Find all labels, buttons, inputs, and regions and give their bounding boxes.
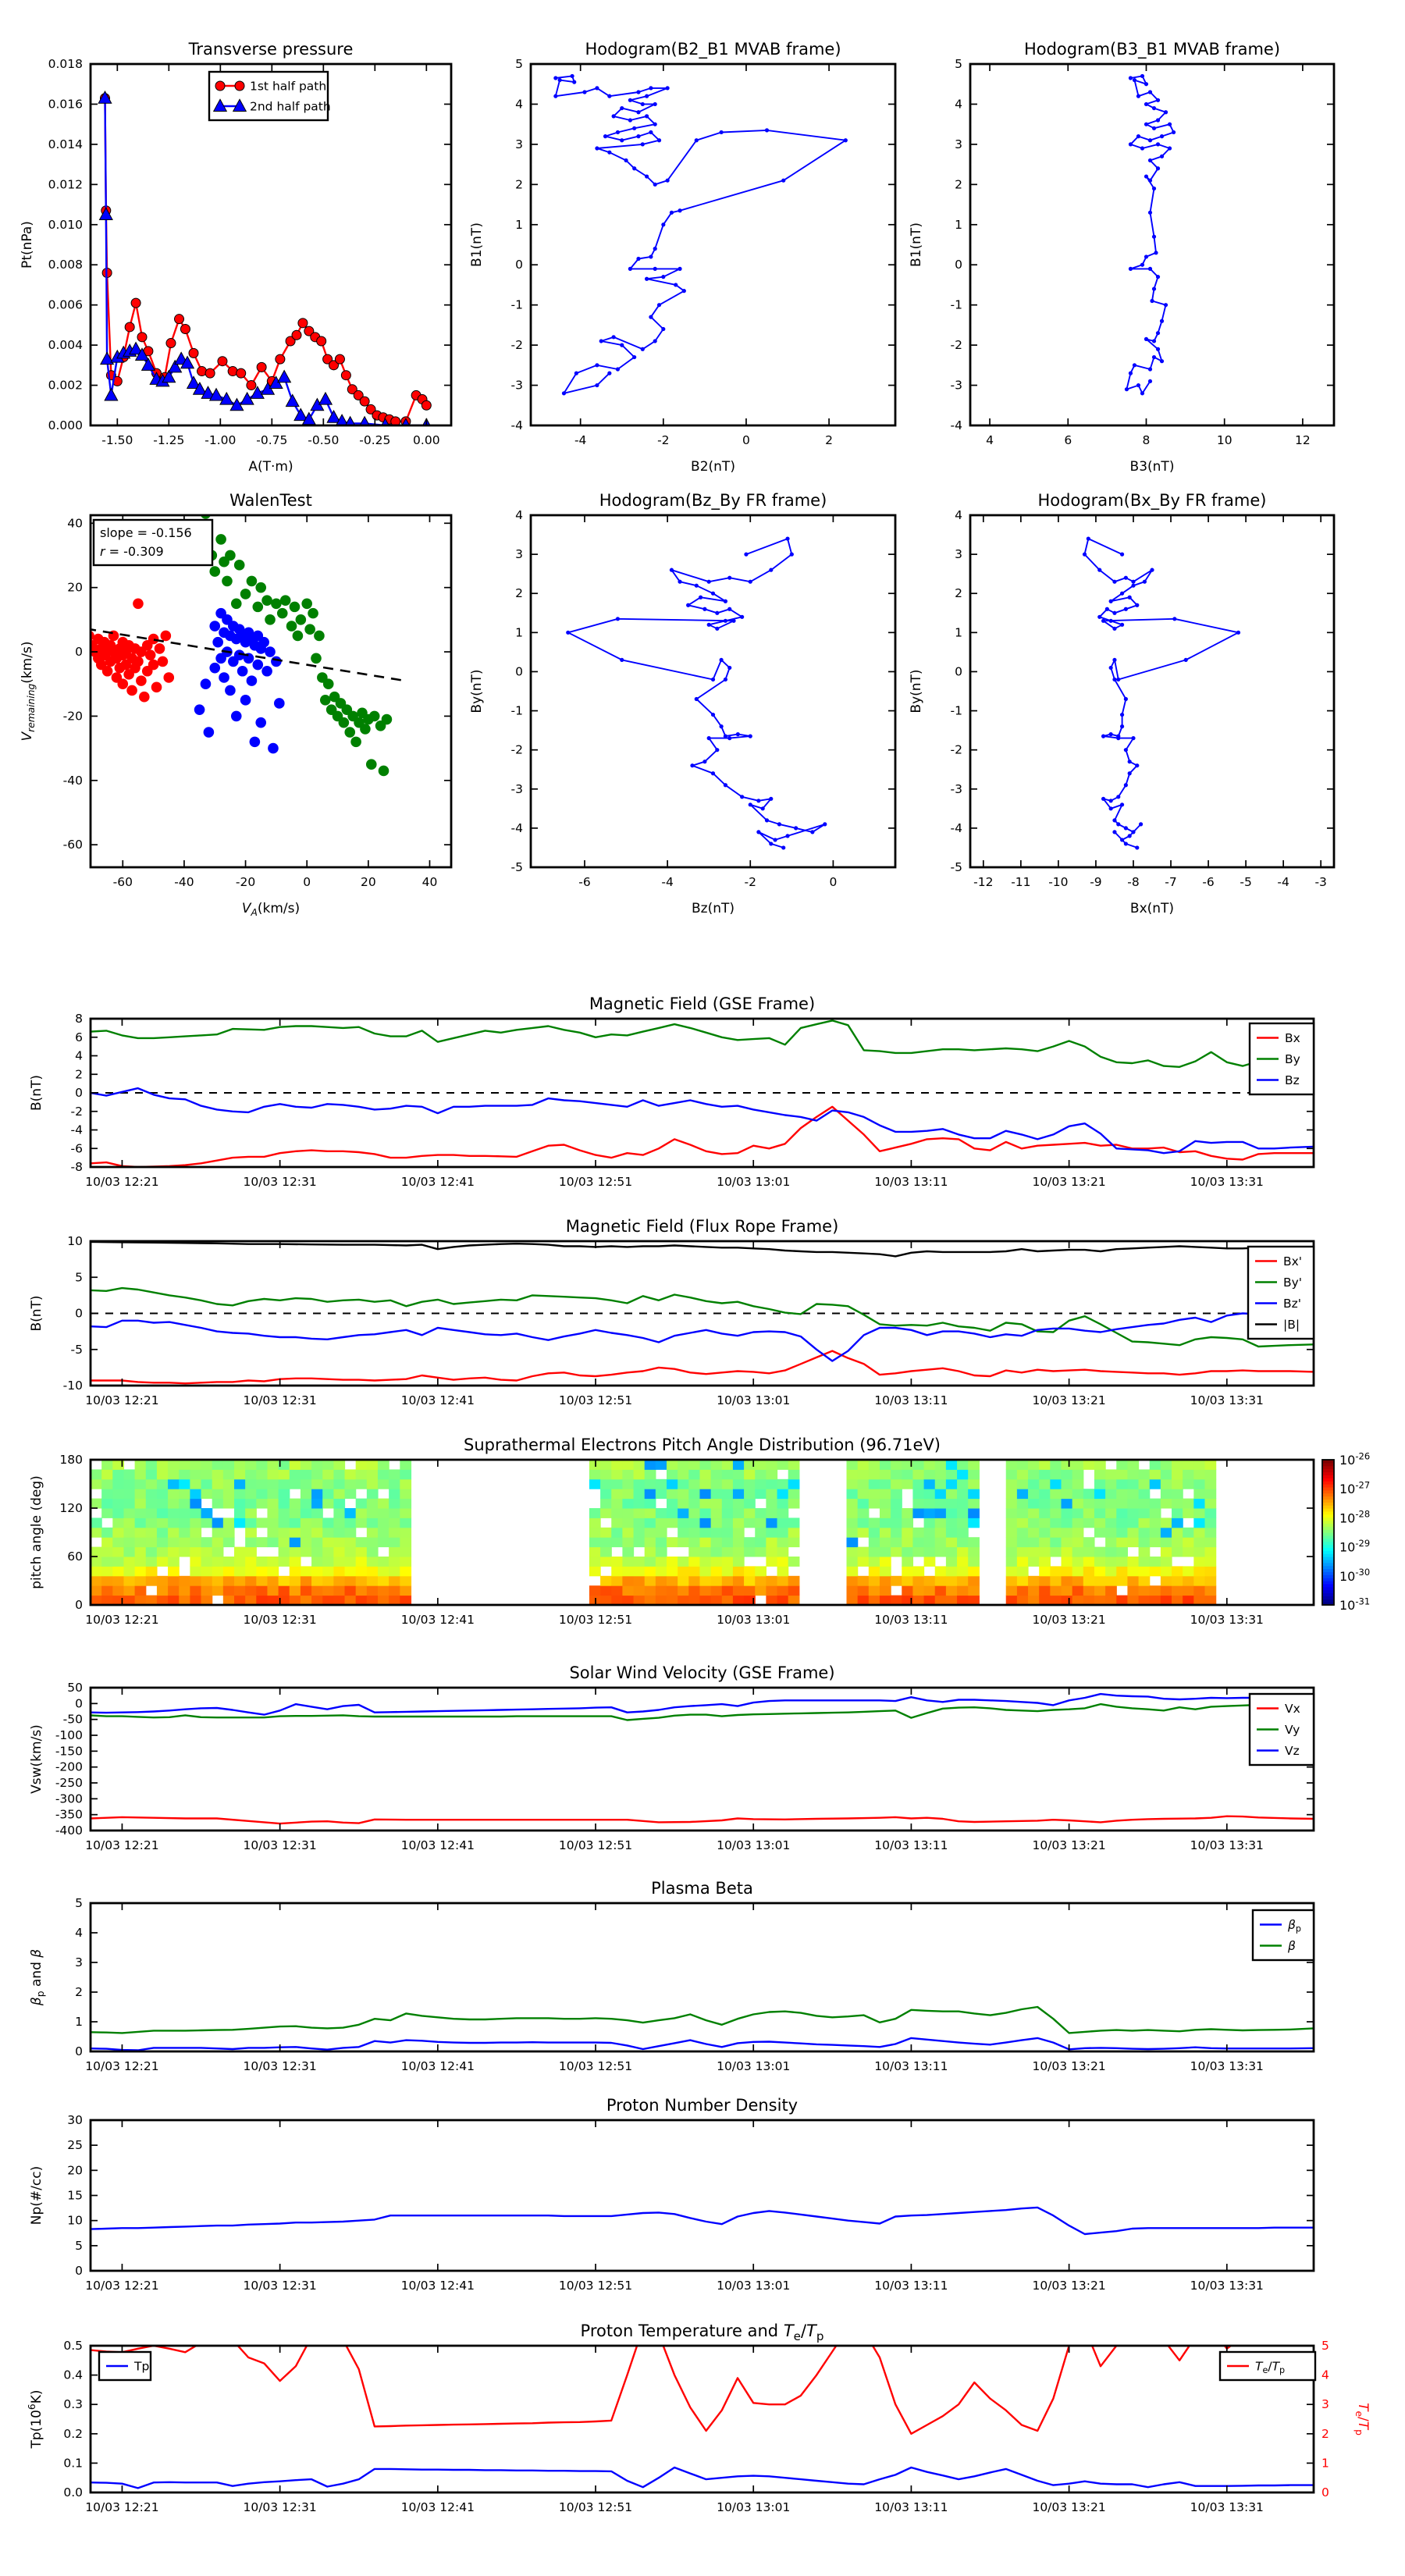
panel-sw (29, 1663, 1314, 1852)
x-tick-label: 10/03 13:01 (717, 1613, 791, 1627)
x-tick-label: 10/03 13:01 (717, 2500, 791, 2514)
panel-h4 (909, 491, 1334, 916)
panel-walen (20, 491, 451, 918)
annotation-line: slope = -0.156 (100, 525, 192, 540)
y-tick-label: 30 (67, 2113, 83, 2127)
y-axis-label: pitch angle (deg) (29, 1475, 44, 1589)
legend-label: Tp (134, 2359, 150, 2374)
x-tick-label: -8 (1127, 875, 1140, 889)
x-tick-label: -2 (744, 875, 756, 889)
x-tick-label: 10 (1216, 433, 1232, 447)
x-axis-label: A(T·m) (248, 459, 293, 475)
x-tick-label: 0 (742, 433, 750, 447)
y-tick-label: 60 (67, 1550, 83, 1564)
y-tick-label: 5 (75, 2238, 83, 2253)
x-tick-label: 10/03 13:21 (1032, 1393, 1106, 1407)
colorbar-tick-label: $10^{-31}$ (1339, 1596, 1371, 1613)
x-tick-label: 0.00 (413, 433, 440, 447)
legend-label: 1st half path (250, 79, 327, 94)
x-tick-label: 10/03 12:31 (243, 1838, 317, 1852)
legend-label: $T_e/T_p$ (1255, 2359, 1286, 2376)
y-tick-label: 8 (75, 1012, 83, 1026)
y-axis-label: $\beta_p$ and β (29, 1948, 47, 2006)
x-tick-label: 10/03 12:21 (85, 2279, 159, 2293)
x-tick-label: 10/03 13:11 (874, 1393, 948, 1407)
y-tick-label: -4 (70, 1123, 83, 1137)
y2-axis-label: $T_e/T_p$ (1353, 2403, 1371, 2435)
x-tick-label: 10/03 12:41 (400, 1175, 475, 1189)
y-tick-label: -1 (950, 297, 962, 312)
panel-title: Transverse pressure (188, 40, 354, 59)
x-tick-label: -4 (574, 433, 587, 447)
y-tick-label: 0.2 (63, 2426, 83, 2441)
x-tick-label: 10/03 13:01 (717, 1393, 791, 1407)
x-axis-label: $V_A(km/s)$ (241, 901, 301, 919)
y-tick-label: -8 (70, 1160, 83, 1174)
y-tick-label: 1 (955, 217, 962, 232)
x-tick-label: 10/03 12:31 (243, 1393, 317, 1407)
x-tick-label: -4 (661, 875, 674, 889)
x-tick-label: 10/03 12:31 (243, 2500, 317, 2514)
x-axis-label: B2(nT) (691, 459, 735, 475)
y2-tick-label: 5 (1321, 2339, 1329, 2353)
x-tick-label: -60 (112, 875, 133, 889)
y-tick-label: 180 (59, 1453, 83, 1467)
y2-tick-label: 0 (1321, 2485, 1329, 2500)
x-tick-label: 10/03 12:31 (243, 1175, 317, 1189)
colorbar (1322, 1450, 1370, 1613)
y-tick-label: 5 (515, 57, 523, 71)
panel-beta (29, 1879, 1314, 2073)
y-tick-label: 2 (955, 586, 962, 601)
y-tick-label: -250 (55, 1776, 83, 1790)
y-tick-label: -2 (950, 338, 962, 353)
y-tick-label: -400 (55, 1823, 83, 1838)
x-tick-label: 10/03 13:31 (1190, 1393, 1264, 1407)
y-tick-label: 2 (75, 1067, 83, 1082)
legend-label: Bz (1285, 1073, 1300, 1087)
x-tick-label: 10/03 12:41 (400, 1393, 475, 1407)
y-axis-label: By(nT) (469, 669, 485, 713)
y-tick-label: -1 (510, 703, 523, 718)
x-tick-label: 10/03 13:31 (1190, 2500, 1264, 2514)
legend-beta (1253, 1910, 1314, 1960)
y-tick-label: -4 (950, 418, 962, 432)
x-tick-label: 10/03 12:51 (558, 2500, 633, 2514)
y-tick-label: 0 (955, 664, 962, 679)
y-tick-label: 20 (67, 2163, 83, 2178)
x-tick-label: -3 (1314, 875, 1327, 889)
y-tick-label: 5 (75, 1270, 83, 1285)
x-tick-label: 10/03 12:21 (85, 1175, 159, 1189)
colorbar-tick-label: $10^{-28}$ (1339, 1508, 1371, 1526)
legend-tp2 (1220, 2352, 1315, 2380)
y-tick-label: 120 (59, 1501, 83, 1515)
panel-gse (29, 994, 1314, 1189)
x-tick-label: -12 (973, 875, 994, 889)
x-tick-label: 10/03 12:51 (558, 1393, 633, 1407)
y-tick-label: 2 (515, 586, 523, 601)
y-tick-label: -2 (70, 1104, 83, 1119)
y-tick-label: 0 (955, 258, 962, 272)
y-axis-label: $V_{remaining}(km/s)$ (20, 641, 37, 742)
y2-tick-label: 2 (1321, 2426, 1329, 2441)
y-tick-label: 4 (515, 97, 523, 112)
x-tick-label: -1.50 (101, 433, 133, 447)
y-tick-label: 0 (75, 1598, 83, 1612)
legend-sw (1250, 1694, 1314, 1765)
x-tick-label: -1.00 (205, 433, 237, 447)
y-tick-label: 5 (75, 1896, 83, 1910)
y-tick-label: 0.4 (63, 2368, 83, 2382)
y-tick-label: 0.3 (63, 2397, 83, 2412)
y-axis-label: $Tp(10^6K)$ (26, 2389, 44, 2449)
y-tick-label: 1 (515, 625, 523, 640)
y-tick-label: 3 (515, 137, 523, 151)
y-tick-label: 4 (955, 508, 962, 522)
x-tick-label: 10/03 12:21 (85, 1613, 159, 1627)
x-tick-label: 10/03 13:31 (1190, 1175, 1264, 1189)
y-tick-label: 0.5 (63, 2339, 83, 2353)
y-tick-label: 0.006 (48, 297, 83, 312)
x-tick-label: 10/03 12:31 (243, 1613, 317, 1627)
x-tick-label: 10/03 12:41 (400, 2059, 475, 2073)
legend-label: Bz' (1283, 1297, 1302, 1311)
x-tick-label: 10/03 13:31 (1190, 2279, 1264, 2293)
panel-title: Hodogram(Bz_By FR frame) (599, 491, 827, 510)
legend-label: $\beta_p$ (1288, 1918, 1301, 1934)
x-tick-label: -0.50 (308, 433, 340, 447)
y-tick-label: 3 (515, 547, 523, 562)
x-tick-label: 10/03 13:11 (874, 1175, 948, 1189)
y-tick-label: 1 (75, 2015, 83, 2029)
y-tick-label: 0 (75, 1086, 83, 1100)
x-tick-label: 40 (422, 875, 438, 889)
y-tick-label: 0 (75, 2264, 83, 2278)
x-tick-label: 10/03 13:01 (717, 2059, 791, 2073)
y-tick-label: -300 (55, 1791, 83, 1806)
colorbar-tick-label: $10^{-29}$ (1339, 1537, 1371, 1555)
colorbar-tick-label: $10^{-26}$ (1339, 1450, 1371, 1468)
y-tick-label: -40 (62, 773, 83, 788)
legend-label: 2nd half path (250, 99, 331, 114)
y-tick-label: 2 (75, 1985, 83, 1999)
y-tick-label: -3 (510, 378, 523, 393)
y-tick-label: 3 (75, 1955, 83, 1969)
y-tick-label: -4 (950, 820, 962, 835)
x-tick-label: -0.25 (359, 433, 391, 447)
x-tick-label: 10/03 12:41 (400, 1613, 475, 1627)
x-tick-label: 10/03 12:51 (558, 1838, 633, 1852)
panel-title: Suprathermal Electrons Pitch Angle Distribution (96.71eV) (464, 1436, 941, 1454)
legend-label: |B| (1283, 1318, 1300, 1332)
y-tick-label: -2 (950, 742, 962, 757)
x-tick-label: 10/03 13:11 (874, 2500, 948, 2514)
y-tick-label: -3 (510, 781, 523, 796)
y-tick-label: 0 (75, 645, 83, 660)
x-tick-label: 10/03 13:31 (1190, 1613, 1264, 1627)
x-tick-label: 10/03 13:01 (717, 1175, 791, 1189)
y-tick-label: 1 (955, 625, 962, 640)
y-tick-label: -4 (510, 418, 523, 432)
y-tick-label: 0.004 (48, 338, 83, 353)
panel-title: Hodogram(Bx_By FR frame) (1037, 491, 1267, 510)
y-tick-label: 5 (955, 57, 962, 71)
panel-tp (27, 2322, 1371, 2514)
y-tick-label: -10 (62, 1379, 83, 1393)
panel-h1 (469, 40, 895, 475)
y2-tick-label: 3 (1321, 2397, 1329, 2412)
x-tick-label: 10/03 12:41 (400, 2279, 475, 2293)
x-tick-label: 10/03 12:51 (558, 1613, 633, 1627)
y-tick-label: 0 (75, 2044, 83, 2058)
y-axis-label: B(nT) (29, 1295, 44, 1332)
y-tick-label: 0 (515, 664, 523, 679)
y-tick-label: 4 (75, 1926, 83, 1940)
y-tick-label: 4 (955, 97, 962, 112)
y-tick-label: 40 (67, 516, 83, 531)
x-tick-label: -7 (1165, 875, 1177, 889)
x-tick-label: -11 (1011, 875, 1031, 889)
x-tick-label: 10/03 13:21 (1032, 2279, 1106, 2293)
legend-pt (209, 72, 331, 120)
panel-title: Plasma Beta (651, 1879, 753, 1898)
y-tick-label: 1 (515, 217, 523, 232)
y-tick-label: 25 (67, 2138, 83, 2153)
legend-frf (1248, 1247, 1314, 1339)
y-tick-label: 3 (955, 137, 962, 151)
y-tick-label: 15 (67, 2188, 83, 2203)
x-tick-label: -4 (1277, 875, 1289, 889)
y-tick-label: 20 (67, 580, 83, 595)
x-tick-label: 20 (360, 875, 376, 889)
x-tick-label: -10 (1048, 875, 1069, 889)
x-tick-label: 10/03 13:01 (717, 1838, 791, 1852)
y-tick-label: -6 (70, 1141, 83, 1156)
x-axis-label: Bz(nT) (691, 901, 735, 916)
y-tick-label: 0 (75, 1306, 83, 1321)
y-tick-label: -3 (950, 378, 962, 393)
y-tick-label: -60 (62, 838, 83, 852)
x-axis-label: B3(nT) (1129, 459, 1175, 475)
y-axis-label: Np(#/cc) (29, 2165, 44, 2226)
x-tick-label: -6 (578, 875, 591, 889)
panel-h3 (469, 491, 895, 916)
y-tick-label: 0 (515, 258, 523, 272)
x-tick-label: -2 (657, 433, 670, 447)
x-tick-label: 10/03 12:41 (400, 1838, 475, 1852)
legend-gse (1250, 1023, 1314, 1094)
x-tick-label: 10/03 13:11 (874, 1838, 948, 1852)
y-tick-label: 0.018 (48, 57, 83, 71)
y-tick-label: 10 (67, 2213, 83, 2228)
x-tick-label: 10/03 12:31 (243, 2279, 317, 2293)
y-tick-label: -1 (510, 297, 523, 312)
x-tick-label: -1.25 (153, 433, 185, 447)
x-tick-label: 10/03 13:31 (1190, 2059, 1264, 2073)
y-axis-label: B(nT) (29, 1074, 44, 1112)
panel-title: Hodogram(B3_B1 MVAB frame) (1023, 40, 1281, 59)
y2-tick-label: 4 (1321, 2368, 1329, 2382)
y-tick-label: 0.010 (48, 217, 83, 232)
y-tick-label: -20 (62, 709, 83, 724)
x-tick-label: 10/03 13:21 (1032, 1613, 1106, 1627)
panel-title: Solar Wind Velocity (GSE Frame) (569, 1663, 835, 1682)
legend-label: Bx (1285, 1031, 1300, 1045)
x-tick-label: -40 (174, 875, 194, 889)
y-tick-label: -4 (510, 820, 523, 835)
x-tick-label: 10/03 13:21 (1032, 2059, 1106, 2073)
y-tick-label: -350 (55, 1807, 83, 1822)
panel-pt (20, 40, 451, 475)
x-tick-label: 10/03 12:21 (85, 2059, 159, 2073)
x-tick-label: 10/03 13:21 (1032, 2500, 1106, 2514)
panel-h2 (909, 40, 1334, 475)
x-tick-label: 0 (303, 875, 311, 889)
x-tick-label: 10/03 12:51 (558, 2059, 633, 2073)
legend-label: By' (1283, 1276, 1303, 1290)
colorbar-tick-label: $10^{-30}$ (1339, 1567, 1371, 1584)
y-tick-label: -150 (55, 1744, 83, 1759)
x-tick-label: 10/03 13:21 (1032, 1838, 1106, 1852)
panel-title: Magnetic Field (Flux Rope Frame) (565, 1217, 839, 1236)
x-tick-label: 10/03 13:11 (874, 2279, 948, 2293)
panel-title: Hodogram(B2_B1 MVAB frame) (585, 40, 841, 59)
y-tick-label: -2 (510, 338, 523, 353)
y-axis-label: Vsw(km/s) (29, 1724, 44, 1794)
y-tick-label: 2 (515, 177, 523, 192)
annotation-line: r = -0.309 (100, 544, 164, 559)
y-tick-label: -3 (950, 781, 962, 796)
x-tick-label: 10/03 12:51 (558, 1175, 633, 1189)
x-tick-label: 10/03 13:01 (717, 2279, 791, 2293)
x-tick-label: 4 (986, 433, 994, 447)
y-tick-label: -100 (55, 1728, 83, 1742)
panel-np (29, 2096, 1314, 2293)
y-tick-label: 0.016 (48, 97, 83, 112)
y-tick-label: 50 (67, 1681, 83, 1695)
x-tick-label: -0.75 (256, 433, 288, 447)
y-tick-label: -2 (510, 742, 523, 757)
x-tick-label: 10/03 12:51 (558, 2279, 633, 2293)
legend-label: Bx' (1283, 1254, 1303, 1268)
x-tick-label: 2 (825, 433, 834, 447)
y-axis-label: Pt(nPa) (20, 221, 35, 269)
y-tick-label: 0.014 (48, 137, 83, 151)
x-tick-label: 10/03 13:21 (1032, 1175, 1106, 1189)
y-axis-label: B1(nT) (469, 222, 485, 267)
y-tick-label: -1 (950, 703, 962, 718)
x-tick-label: 10/03 12:41 (400, 2500, 475, 2514)
y-tick-label: 0.012 (48, 177, 83, 192)
panel-title: Proton Number Density (606, 2096, 799, 2115)
x-tick-label: -20 (235, 875, 256, 889)
legend-label: β (1288, 1939, 1296, 1953)
panel-title: Proton Temperature and $T_e/T_p$ (580, 2322, 824, 2344)
y-tick-label: 4 (75, 1048, 83, 1063)
x-tick-label: 10/03 13:11 (874, 1613, 948, 1627)
legend-label: Vz (1285, 1744, 1300, 1758)
x-tick-label: 10/03 12:21 (85, 1393, 159, 1407)
panel-title: Magnetic Field (GSE Frame) (589, 994, 816, 1013)
y-tick-label: -50 (62, 1712, 83, 1727)
x-tick-label: 0 (829, 875, 838, 889)
y-tick-label: 10 (67, 1234, 83, 1248)
panel-frf (29, 1217, 1314, 1407)
y-tick-label: -5 (70, 1342, 83, 1357)
panel-pad (29, 1436, 1314, 1627)
legend-label: Vx (1285, 1702, 1300, 1716)
y2-tick-label: 1 (1321, 2456, 1329, 2471)
y-tick-label: 2 (955, 177, 962, 192)
y-tick-label: 0.002 (48, 378, 83, 393)
y-tick-label: 4 (515, 508, 523, 522)
y-tick-label: 0.1 (63, 2456, 83, 2471)
y-tick-label: -200 (55, 1759, 83, 1774)
x-tick-label: 8 (1142, 433, 1151, 447)
x-tick-label: 12 (1295, 433, 1311, 447)
x-axis-label: Bx(nT) (1129, 901, 1175, 916)
legend-tp (99, 2352, 151, 2380)
x-tick-label: 10/03 13:31 (1190, 1838, 1264, 1852)
legend-label: By (1285, 1052, 1300, 1066)
y-tick-label: 0.000 (48, 418, 83, 432)
y-tick-label: 3 (955, 547, 962, 562)
y-tick-label: 0 (75, 1696, 83, 1711)
x-tick-label: 10/03 12:21 (85, 2500, 159, 2514)
y-tick-label: 0.0 (63, 2485, 83, 2500)
y-tick-label: -5 (510, 860, 523, 874)
panel-title: WalenTest (229, 491, 312, 510)
legend-label: Vy (1285, 1723, 1300, 1737)
x-tick-label: 10/03 13:11 (874, 2059, 948, 2073)
x-tick-label: -6 (1202, 875, 1215, 889)
y-tick-label: 0.008 (48, 258, 83, 272)
x-tick-label: 10/03 12:21 (85, 1838, 159, 1852)
y-axis-label: B1(nT) (909, 222, 924, 267)
y-tick-label: 6 (75, 1030, 83, 1044)
x-tick-label: -5 (1240, 875, 1252, 889)
colorbar-tick-label: $10^{-27}$ (1339, 1479, 1371, 1497)
x-tick-label: 10/03 12:31 (243, 2059, 317, 2073)
x-tick-label: 6 (1064, 433, 1072, 447)
y-tick-label: -5 (950, 860, 962, 874)
x-tick-label: -9 (1090, 875, 1102, 889)
y-axis-label: By(nT) (909, 669, 924, 713)
